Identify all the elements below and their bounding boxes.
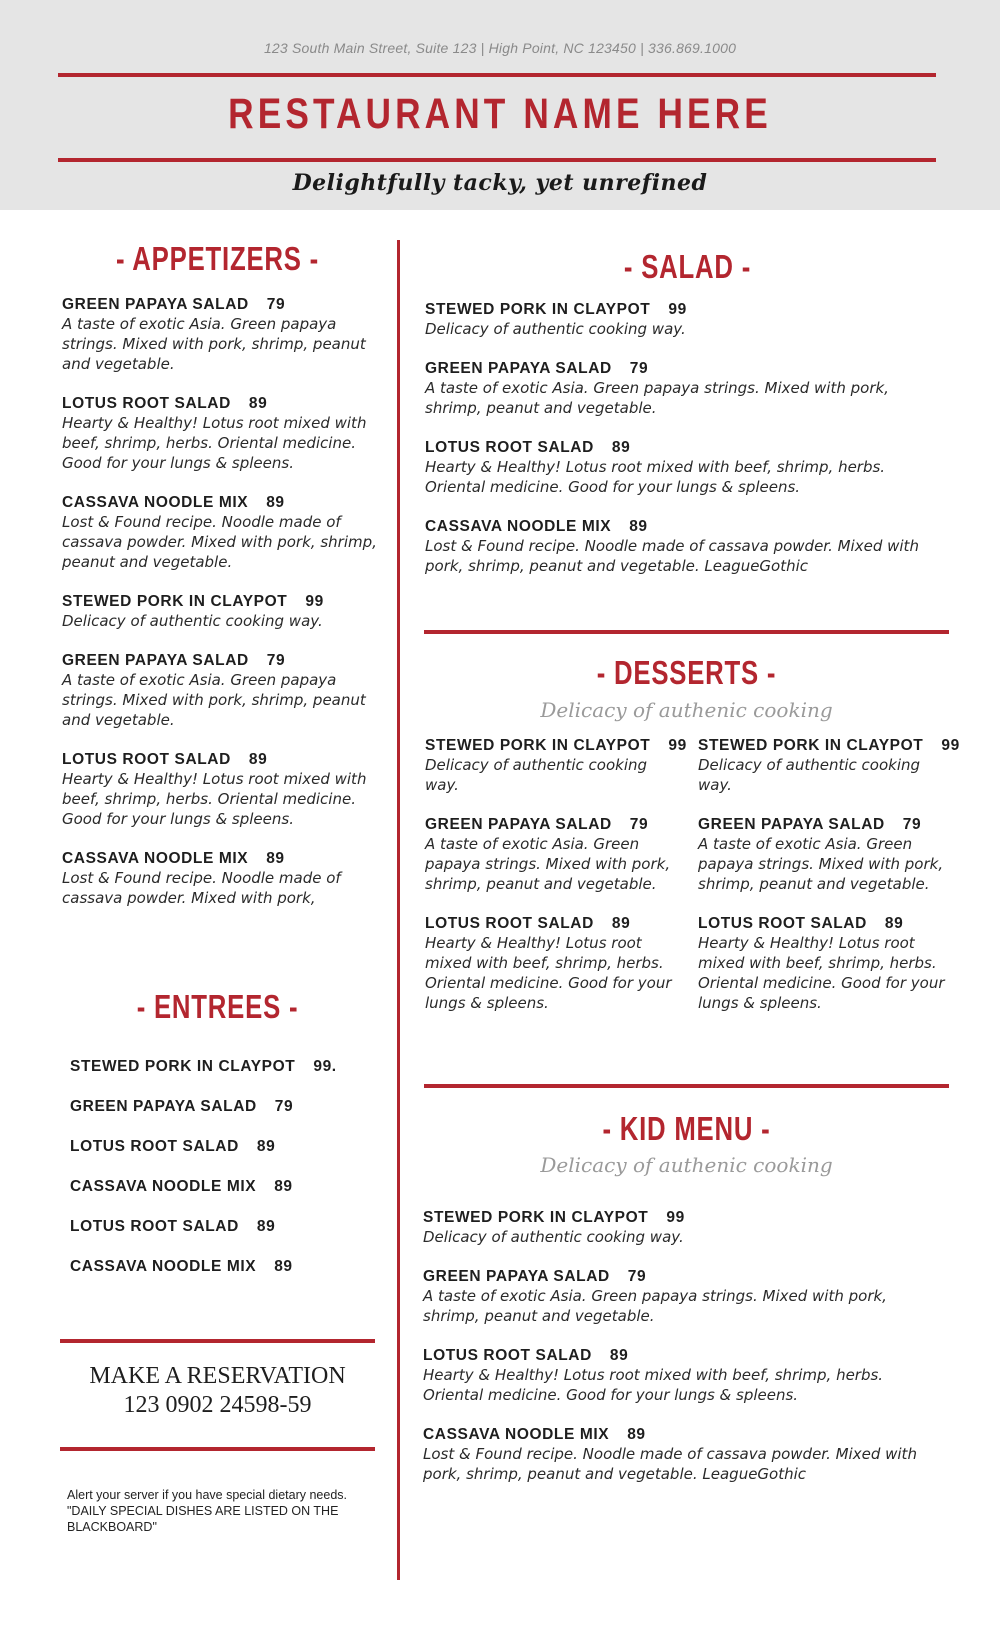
- item-name-text: CASSAVA NOODLE MIX: [423, 1426, 610, 1443]
- item-name-text: LOTUS ROOT SALAD: [698, 915, 867, 932]
- item-price: 99: [305, 593, 324, 610]
- menu-item: [62, 751, 382, 829]
- menu-item-name: [425, 439, 935, 457]
- item-name-text: GREEN PAPAYA SALAD: [70, 1098, 257, 1115]
- item-price: 99: [668, 301, 687, 318]
- menu-item-name: [425, 360, 935, 378]
- item-name-text: GREEN PAPAYA SALAD: [62, 652, 249, 669]
- item-price: 89: [609, 1347, 629, 1364]
- menu-item-name: [423, 1347, 933, 1365]
- menu-item: [70, 1258, 380, 1276]
- menu-item: [62, 593, 382, 631]
- entrees-title: - ENTREES -: [136, 988, 299, 1025]
- header-rule-bottom: [58, 158, 936, 162]
- column-divider: [397, 240, 400, 1580]
- menu-item: [70, 1138, 380, 1156]
- item-price: 79: [266, 296, 286, 313]
- reservation-rule-top: [60, 1339, 375, 1343]
- item-price: 89: [256, 1218, 276, 1235]
- menu-item: [698, 816, 948, 894]
- menu-item: [62, 652, 382, 730]
- appetizers-title: - APPETIZERS -: [115, 240, 320, 277]
- item-price: 79: [629, 360, 649, 377]
- item-name-text: CASSAVA NOODLE MIX: [70, 1258, 257, 1275]
- reservation-phone: 123 0902 24598-59: [123, 1392, 312, 1418]
- menu-item-description: Hearty & Healthy! Lotus root mixed with beef, shrimp, herbs. Oriental medicine. Good for your lungs & spleens.: [425, 458, 886, 496]
- menu-item-description: Lost & Found recipe. Noodle made of cassava powder. Mixed with pork, shrimp, peanut and vegetable.: [62, 513, 377, 571]
- desserts-title: - DESSERTS -: [596, 654, 777, 691]
- menu-item: [423, 1347, 933, 1405]
- item-name-text: LOTUS ROOT SALAD: [62, 751, 231, 768]
- menu-item: [423, 1426, 933, 1484]
- menu-item-description: Delicacy of authentic cooking way.: [698, 756, 921, 794]
- menu-item-description: Hearty & Healthy! Lotus root mixed with beef, shrimp, herbs. Oriental medicine. Good for your lungs & spleens.: [425, 934, 672, 1012]
- item-price: 79: [627, 1268, 647, 1285]
- menu-item-name: [425, 737, 687, 755]
- item-price: 79: [266, 652, 286, 669]
- menu-item-name: [62, 494, 382, 512]
- menu-item-description: Lost & Found recipe. Noodle made of cassava powder. Mixed with pork,: [62, 869, 341, 907]
- menu-item-name: [62, 751, 382, 769]
- menu-item-name: [70, 1218, 380, 1236]
- menu-item: [70, 1218, 380, 1236]
- menu-item-name: [423, 1209, 933, 1227]
- item-price: 99: [941, 737, 960, 754]
- desserts-rule: [424, 1084, 949, 1088]
- menu-item: [70, 1178, 380, 1196]
- menu-item-name: [70, 1178, 380, 1196]
- menu-item-description: A taste of exotic Asia. Green papaya strings. Mixed with pork, shrimp, peanut and vegetable.: [62, 315, 366, 373]
- menu-item-description: A taste of exotic Asia. Green papaya strings. Mixed with pork, shrimp, peanut and vegetable.: [423, 1287, 887, 1325]
- item-name-text: STEWED PORK IN CLAYPOT: [70, 1058, 296, 1075]
- salad-rule: [424, 630, 949, 634]
- menu-item: [70, 1098, 380, 1116]
- kid-menu-title: - KID MENU -: [602, 1110, 771, 1147]
- menu-item-description: Lost & Found recipe. Noodle made of cassava powder. Mixed with pork, shrimp, peanut and vegetable. LeagueGothic: [423, 1445, 917, 1483]
- menu-item: [425, 439, 935, 497]
- menu-item: [425, 737, 687, 795]
- menu-item-description: Delicacy of authentic cooking way.: [425, 756, 648, 794]
- menu-item-name: [70, 1138, 380, 1156]
- desserts-list-left: [425, 737, 687, 1034]
- item-name-text: STEWED PORK IN CLAYPOT: [62, 593, 288, 610]
- item-name-text: CASSAVA NOODLE MIX: [70, 1178, 257, 1195]
- kid-menu-list: [423, 1209, 933, 1505]
- menu-item: [425, 816, 680, 894]
- entrees-list: [70, 1058, 380, 1298]
- menu-item-description: A taste of exotic Asia. Green papaya strings. Mixed with pork, shrimp, peanut and vegetable.: [698, 835, 944, 893]
- item-price: 99: [666, 1209, 685, 1226]
- desserts-subtitle: Delicacy of authenic cooking: [540, 698, 833, 722]
- menu-item-name: [62, 296, 382, 314]
- item-name-text: GREEN PAPAYA SALAD: [423, 1268, 610, 1285]
- item-name-text: LOTUS ROOT SALAD: [425, 915, 594, 932]
- reservation-block: [60, 1362, 375, 1420]
- reservation-rule-bottom: [60, 1447, 375, 1451]
- menu-item-description: Hearty & Healthy! Lotus root mixed with beef, shrimp, herbs. Oriental medicine. Good for your lungs & spleens.: [62, 770, 367, 828]
- restaurant-name: RESTAURANT NAME HERE: [228, 90, 772, 138]
- menu-item-name: [425, 816, 680, 834]
- menu-item: [425, 301, 935, 339]
- item-price: 79: [274, 1098, 294, 1115]
- item-price: 89: [248, 751, 268, 768]
- item-name-text: CASSAVA NOODLE MIX: [425, 518, 612, 535]
- menu-item: [425, 915, 680, 1013]
- address-line: 123 South Main Street, Suite 123 | High Point, NC 123450 | 336.869.1000: [263, 40, 737, 56]
- item-price: 89: [884, 915, 904, 932]
- item-price: 89: [256, 1138, 276, 1155]
- item-name-text: LOTUS ROOT SALAD: [423, 1347, 592, 1364]
- item-price: 89: [266, 850, 285, 867]
- item-price: 89: [627, 1426, 646, 1443]
- menu-item: [425, 518, 935, 576]
- item-price: 89: [611, 439, 631, 456]
- desserts-list-right: [698, 737, 960, 1034]
- menu-item-name: [62, 395, 382, 413]
- menu-item-name: [70, 1258, 380, 1276]
- item-name-text: GREEN PAPAYA SALAD: [425, 360, 612, 377]
- item-name-text: STEWED PORK IN CLAYPOT: [425, 737, 651, 754]
- header-rule-top: [58, 73, 936, 77]
- menu-item-name: [423, 1426, 933, 1444]
- menu-item-name: [425, 301, 935, 319]
- dietary-note-line2: "DAILY SPECIAL DISHES ARE LISTED ON THE BLACKBOARD": [67, 1504, 339, 1534]
- menu-header: [0, 0, 1000, 210]
- menu-item-name: [423, 1268, 933, 1286]
- menu-item-name: [425, 518, 935, 536]
- menu-item-description: A taste of exotic Asia. Green papaya strings. Mixed with pork, shrimp, peanut and vegetable.: [62, 671, 366, 729]
- item-name-text: CASSAVA NOODLE MIX: [62, 850, 249, 867]
- item-name-text: GREEN PAPAYA SALAD: [698, 816, 885, 833]
- item-price: 79: [902, 816, 922, 833]
- menu-item: [423, 1268, 933, 1326]
- item-name-text: STEWED PORK IN CLAYPOT: [698, 737, 924, 754]
- menu-item-name: [62, 593, 382, 611]
- item-name-text: STEWED PORK IN CLAYPOT: [425, 301, 651, 318]
- menu-item-description: Delicacy of authentic cooking way.: [423, 1228, 684, 1246]
- appetizers-list: [62, 296, 382, 929]
- item-name-text: GREEN PAPAYA SALAD: [425, 816, 612, 833]
- item-name-text: LOTUS ROOT SALAD: [62, 395, 231, 412]
- salad-list: [425, 301, 935, 597]
- item-price: 89: [629, 518, 648, 535]
- menu-item: [62, 494, 382, 572]
- item-price: 89: [274, 1178, 293, 1195]
- menu-item-description: Hearty & Healthy! Lotus root mixed with beef, shrimp, herbs. Oriental medicine. Good for your lungs & spleens.: [423, 1366, 884, 1404]
- tagline: Delightfully tacky, yet unrefined: [292, 170, 708, 196]
- item-name-text: LOTUS ROOT SALAD: [70, 1138, 239, 1155]
- menu-item-description: A taste of exotic Asia. Green papaya strings. Mixed with pork, shrimp, peanut and vegetable.: [425, 379, 889, 417]
- item-price: 99.: [313, 1058, 337, 1075]
- menu-item: [70, 1058, 380, 1076]
- menu-item-name: [698, 915, 948, 933]
- menu-item-description: A taste of exotic Asia. Green papaya strings. Mixed with pork, shrimp, peanut and vegetable.: [425, 835, 671, 893]
- item-price: 89: [266, 494, 285, 511]
- item-name-text: LOTUS ROOT SALAD: [70, 1218, 239, 1235]
- menu-item-name: [698, 737, 960, 755]
- item-price: 99: [668, 737, 687, 754]
- menu-item-description: Lost & Found recipe. Noodle made of cassava powder. Mixed with pork, shrimp, peanut and vegetable. LeagueGothic: [425, 537, 919, 575]
- menu-item-name: [62, 850, 382, 868]
- menu-item: [62, 850, 382, 908]
- item-name-text: LOTUS ROOT SALAD: [425, 439, 594, 456]
- kid-menu-subtitle: Delicacy of authenic cooking: [540, 1153, 833, 1177]
- menu-item-description: Hearty & Healthy! Lotus root mixed with beef, shrimp, herbs. Oriental medicine. Good for your lungs & spleens.: [62, 414, 367, 472]
- item-price: 89: [611, 915, 631, 932]
- dietary-note-line1: Alert your server if you have special dietary needs.: [67, 1488, 347, 1502]
- menu-item: [62, 296, 382, 374]
- menu-item: [62, 395, 382, 473]
- menu-item-name: [70, 1058, 380, 1076]
- menu-item: [425, 360, 935, 418]
- menu-item-description: Delicacy of authentic cooking way.: [62, 612, 323, 630]
- menu-item-name: [62, 652, 382, 670]
- item-name-text: STEWED PORK IN CLAYPOT: [423, 1209, 649, 1226]
- menu-item-name: [698, 816, 948, 834]
- menu-item: [698, 737, 960, 795]
- item-name-text: CASSAVA NOODLE MIX: [62, 494, 249, 511]
- item-price: 79: [629, 816, 649, 833]
- item-name-text: GREEN PAPAYA SALAD: [62, 296, 249, 313]
- menu-item-description: Hearty & Healthy! Lotus root mixed with beef, shrimp, herbs. Oriental medicine. Good for your lungs & spleens.: [698, 934, 945, 1012]
- salad-title: - SALAD -: [623, 248, 752, 285]
- item-price: 89: [248, 395, 268, 412]
- item-price: 89: [274, 1258, 293, 1275]
- menu-item: [423, 1209, 933, 1247]
- menu-item-name: [70, 1098, 380, 1116]
- menu-item-description: Delicacy of authentic cooking way.: [425, 320, 686, 338]
- menu-item: [698, 915, 948, 1013]
- menu-item-name: [425, 915, 680, 933]
- dietary-note: [67, 1487, 367, 1535]
- reservation-label: MAKE A RESERVATION: [89, 1363, 346, 1389]
